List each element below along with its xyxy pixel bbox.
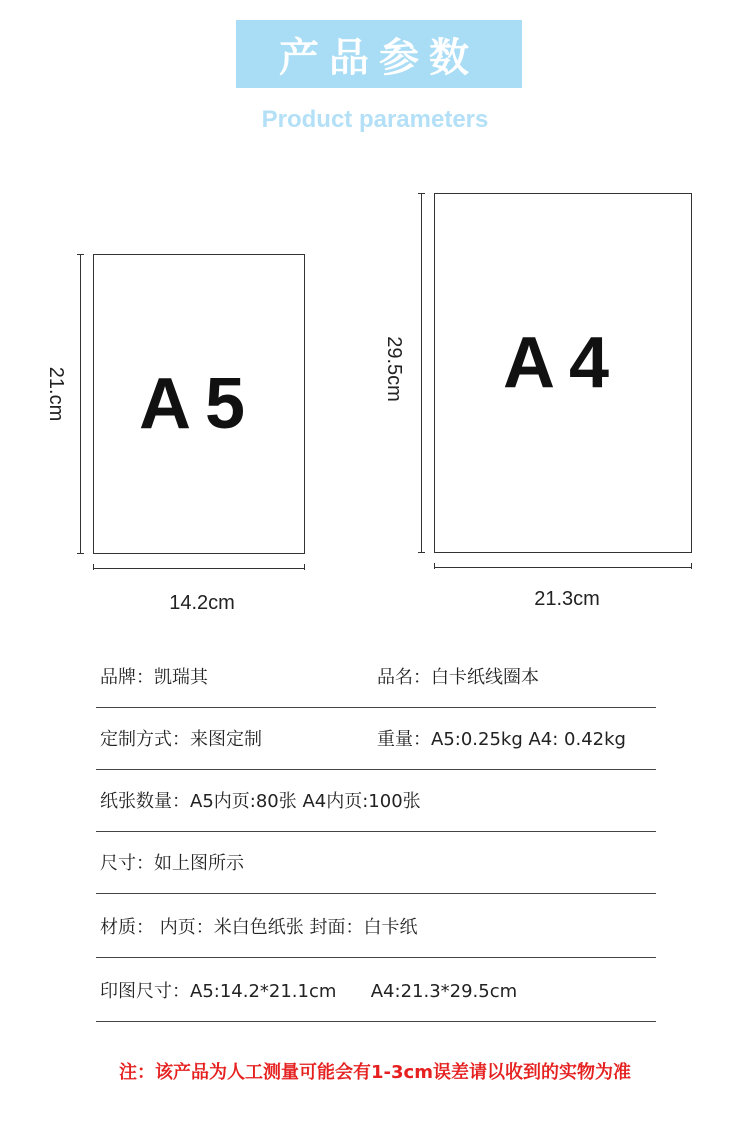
a4-width-tick-left: [434, 563, 435, 569]
a4-height-tick-bottom: [418, 552, 425, 553]
spec-material: 材质： 内页：米白色纸张 封面：白卡纸: [100, 916, 418, 938]
a5-width-line: [93, 568, 305, 569]
a5-label: A5: [138, 364, 260, 444]
a5-height-tick-bottom: [77, 553, 84, 554]
spec-custom-method: 定制方式：来图定制: [100, 728, 262, 750]
page-title: 产品参数: [279, 34, 479, 81]
spec-row-brand: [96, 644, 656, 708]
a5-height-line: [80, 254, 81, 554]
spec-row-size: [96, 830, 656, 894]
spec-paper-count: 纸张数量：A5内页:80张 A4内页:100张: [100, 790, 421, 812]
a4-height-label: 29.5cm: [383, 336, 405, 402]
spec-row-custom: [96, 706, 656, 770]
a4-width-line: [434, 567, 692, 568]
a5-width-label: 14.2cm: [169, 592, 235, 614]
spec-print-size: 印图尺寸：A5:14.2*21.1cm A4:21.3*29.5cm: [100, 980, 518, 1002]
spec-size: 尺寸：如上图所示: [100, 852, 244, 874]
a4-width-label: 21.3cm: [534, 588, 600, 610]
a5-width-tick-right: [304, 564, 305, 570]
a4-height-tick-top: [418, 193, 425, 194]
spec-row-paper-count: [96, 768, 656, 832]
spec-brand: 品牌：凯瑞其: [100, 666, 208, 688]
a4-height-line: [421, 193, 422, 553]
spec-product-name: 品名：白卡纸线圈本: [377, 666, 539, 688]
spec-row-print-size: [96, 958, 656, 1022]
a4-page-outline: [434, 193, 692, 553]
a4-label: A4: [502, 323, 624, 403]
spec-weight: 重量：A5:0.25kg A4: 0.42kg: [377, 728, 626, 750]
a5-width-tick-left: [93, 564, 94, 570]
title-banner: [236, 20, 522, 88]
page-subtitle: Product parameters: [261, 106, 489, 133]
a5-height-tick-top: [77, 254, 84, 255]
measurement-note: 注：该产品为人工测量可能会有1-3cm误差请以收到的实物为准: [119, 1062, 631, 1083]
spec-row-material: [96, 894, 656, 958]
a5-page-outline: [93, 254, 305, 554]
a4-width-tick-right: [691, 563, 692, 569]
a5-height-label: 21.cm: [45, 366, 67, 422]
